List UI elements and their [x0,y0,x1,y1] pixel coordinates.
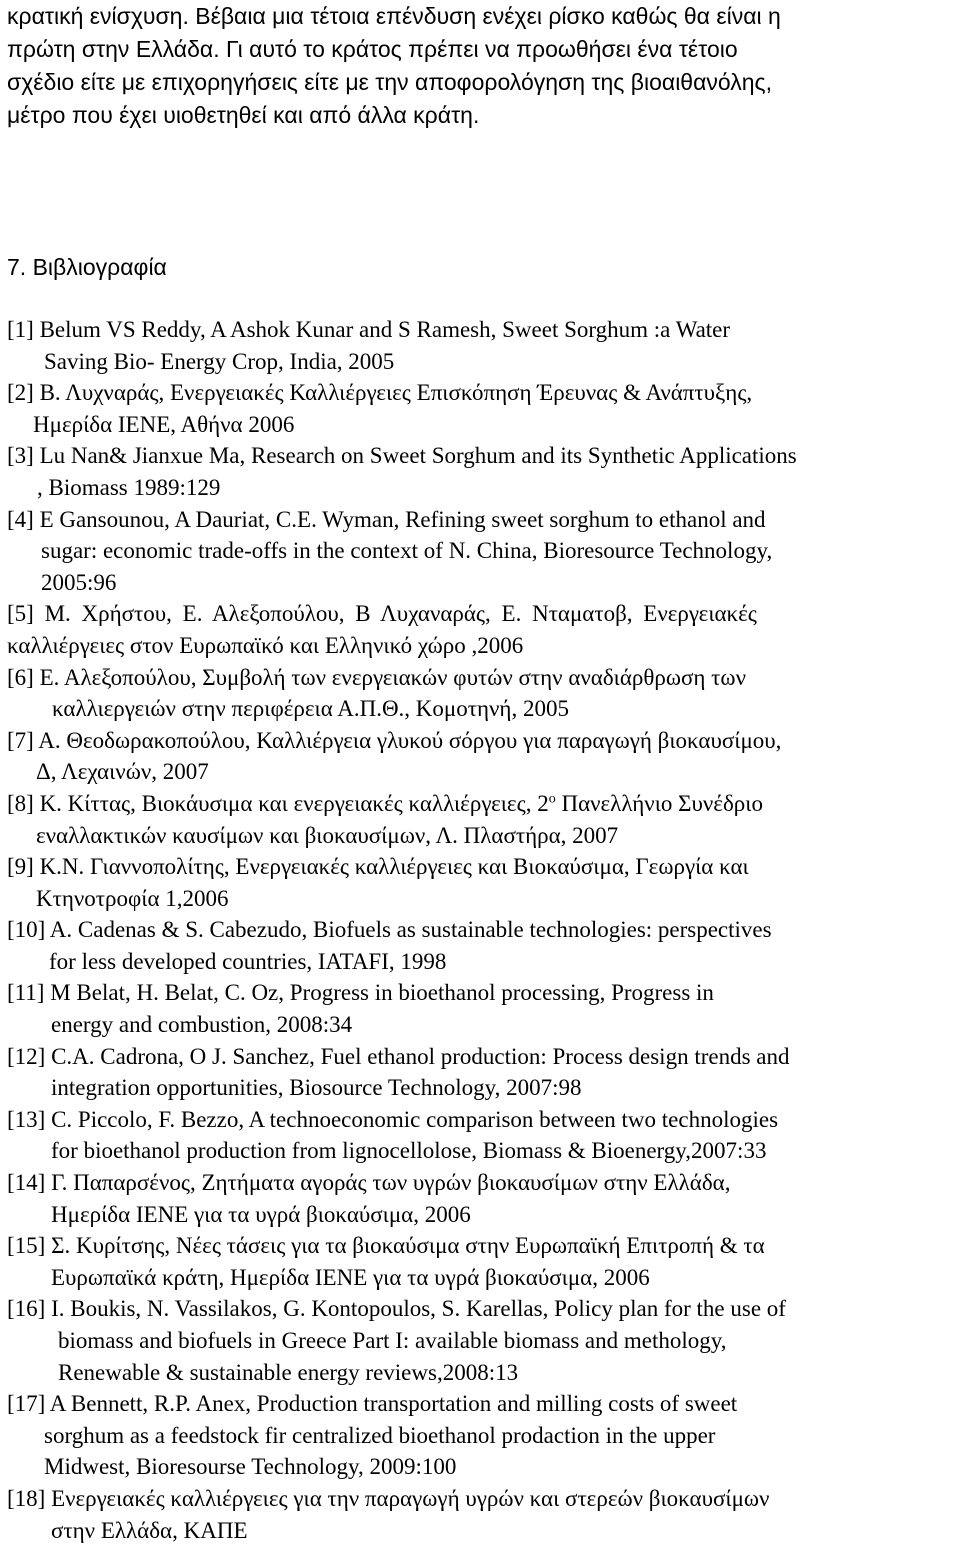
reference-line: [17] A Bennett, R.P. Anex, Production transportation and milling costs of sweet [7,1391,738,1417]
reference-line: energy and combustion, 2008:34 [51,1012,353,1038]
reference-line: Renewable & sustainable energy reviews,2008:13 [58,1359,519,1385]
intro-line: πρώτη στην Ελλάδα. Γι αυτό το κράτος πρέπει να προωθήσει ένα τέτοιο [7,36,738,62]
reference-line: integration opportunities, Biosource Technology, 2007:98 [51,1075,582,1101]
reference-line: Saving Bio- Energy Crop, India, 2005 [44,348,395,374]
reference-item [7,662,957,725]
reference-line: for bioethanol production from lignocellolose, Biomass & Bioenergy,2007:33 [51,1138,767,1164]
reference-line: [12] C.A. Cadrona, O J. Sanchez, Fuel ethanol production: Process design trends and [7,1043,790,1069]
reference-item [7,1483,957,1546]
reference-line: [11] M Belat, H. Belat, C. Oz, Progress in bioethanol processing, Progress in [7,980,714,1006]
reference-line: Κτηνοτροφία 1,2006 [36,885,229,911]
intro-line: μέτρο που έχει υιοθετηθεί και από άλλα κράτη. [7,102,480,128]
reference-line: [18] Ενεργειακές καλλιέργειες για την παραγωγή υγρών και στερεών βιοκαυσίμων [7,1485,770,1511]
reference-line: στην Ελλάδα, ΚΑΠΕ [51,1517,248,1543]
reference-item [7,598,957,661]
reference-item [7,1230,957,1293]
reference-item [7,1041,957,1104]
ordinal-superscript: ο [548,791,556,807]
reference-line: [15] Σ. Κυρίτσης, Νέες τάσεις για τα βιοκαύσιμα στην Ευρωπαϊκή Επιτροπή & τα [7,1233,765,1259]
intro-line: κρατική ενίσχυση. Βέβαια μια τέτοια επένδυση ενέχει ρίσκο καθώς θα είναι η [7,3,781,29]
reference-text: Πανελλήνιο Συνέδριο [555,790,763,816]
reference-line [7,788,957,820]
reference-line: Ημερίδα ΙΕΝΕ για τα υγρά βιοκαύσιμα, 2006 [51,1201,471,1227]
reference-line: [9] Κ.Ν. Γιαννοπολίτης, Ενεργειακές καλλιέργειες και Βιοκαύσιμα, Γεωργία και [7,854,749,880]
reference-line: [5] Μ. Χρήστου, Ε. Αλεξοπούλου, Β Λυχαναράς, Ε. Νταματοβ, Ενεργειακές [7,601,757,627]
reference-line: [13] C. Piccolo, F. Bezzo, A technoeconomic comparison between two technologies [7,1106,779,1132]
reference-line: Midwest, Bioresourse Technology, 2009:100 [44,1454,457,1480]
reference-line: [3] Lu Nan& Jianxue Ma, Research on Sweet Sorghum and its Synthetic Applications [7,443,797,469]
reference-line: , Biomass 1989:129 [37,474,221,500]
references-list [7,314,957,1546]
reference-item [7,977,957,1040]
reference-item [7,377,957,440]
reference-item [7,314,957,377]
reference-line: [4] E Gansounou, A Dauriat, C.E. Wyman, Refining sweet sorghum to ethanol and [7,506,766,532]
reference-line: biomass and biofuels in Greece Part I: available biomass and methology, [58,1328,727,1353]
reference-line: καλλιέργειες στον Ευρωπαϊκό και Ελληνικό χώρο ,2006 [7,632,524,658]
reference-line: [10] A. Cadenas & S. Cabezudo, Biofuels as sustainable technologies: perspectives [7,917,772,943]
reference-line: [1] Belum VS Reddy, A Ashok Kunar and S Ramesh, Sweet Sorghum :a Water [7,317,731,342]
intro-paragraph [7,0,957,132]
reference-line: Ευρωπαϊκά κράτη, Ημερίδα ΙΕΝΕ για τα υγρά βιοκαύσιμα, 2006 [51,1264,650,1290]
reference-line: Ημερίδα ΙΕΝΕ, Αθήνα 2006 [33,411,295,437]
reference-item [7,1104,957,1167]
intro-line: σχέδιο είτε με επιχορηγήσεις είτε με την αποφορολόγηση της βιοαιθανόλης, [7,69,773,95]
reference-item [7,725,957,788]
reference-item [7,914,957,977]
reference-line: 2005:96 [41,569,117,595]
reference-item [7,1167,957,1230]
reference-text: [8] Κ. Κίττας, Βιοκάυσιμα και ενεργειακές καλλιέργειες, 2 [7,790,549,816]
reference-line: εναλλακτικών καυσίμων και βιοκαυσίμων, Λ. Πλαστήρα, 2007 [36,822,619,848]
reference-line: [14] Γ. Παπαρσένος, Ζητήματα αγοράς των υγρών βιοκαυσίμων στην Ελλάδα, [7,1170,731,1196]
reference-line: sorghum as a feedstock fir centralized bioethanol prodaction in the upper [44,1422,716,1448]
reference-item [7,1293,957,1388]
reference-line: [16] I. Boukis, N. Vassilakos, G. Kontopoulos, S. Karellas, Policy plan for the use of [7,1296,786,1322]
reference-line: Δ, Λεχαινών, 2007 [36,759,209,785]
reference-line: [2] Β. Λυχναράς, Ενεργειακές Καλλιέργειες Επισκόπηση Έρευνας & Ανάπτυξης, [7,380,753,406]
reference-item [7,1388,957,1483]
reference-line: sugar: economic trade-offs in the context of N. China, Bioresource Technology, [41,538,773,564]
reference-line: [6] Ε. Αλεξοπούλου, Συμβολή των ενεργειακών φυτών στην αναδιάρθρωση των [7,664,746,690]
reference-item [7,851,957,914]
reference-line: [7] Α. Θεοδωρακοπούλου, Καλλιέργεια γλυκού σόργου για παραγωγή βιοκαυσίμου, [7,727,782,753]
section-heading: 7. Βιβλιογραφία [7,254,167,280]
reference-item [7,440,957,503]
reference-item [7,504,957,599]
reference-line: καλλιεργειών στην περιφέρεια Α.Π.Θ., Κομοτηνή, 2005 [52,696,569,722]
reference-line: for less developed countries, IATAFI, 1998 [49,948,447,974]
reference-item [7,788,957,851]
